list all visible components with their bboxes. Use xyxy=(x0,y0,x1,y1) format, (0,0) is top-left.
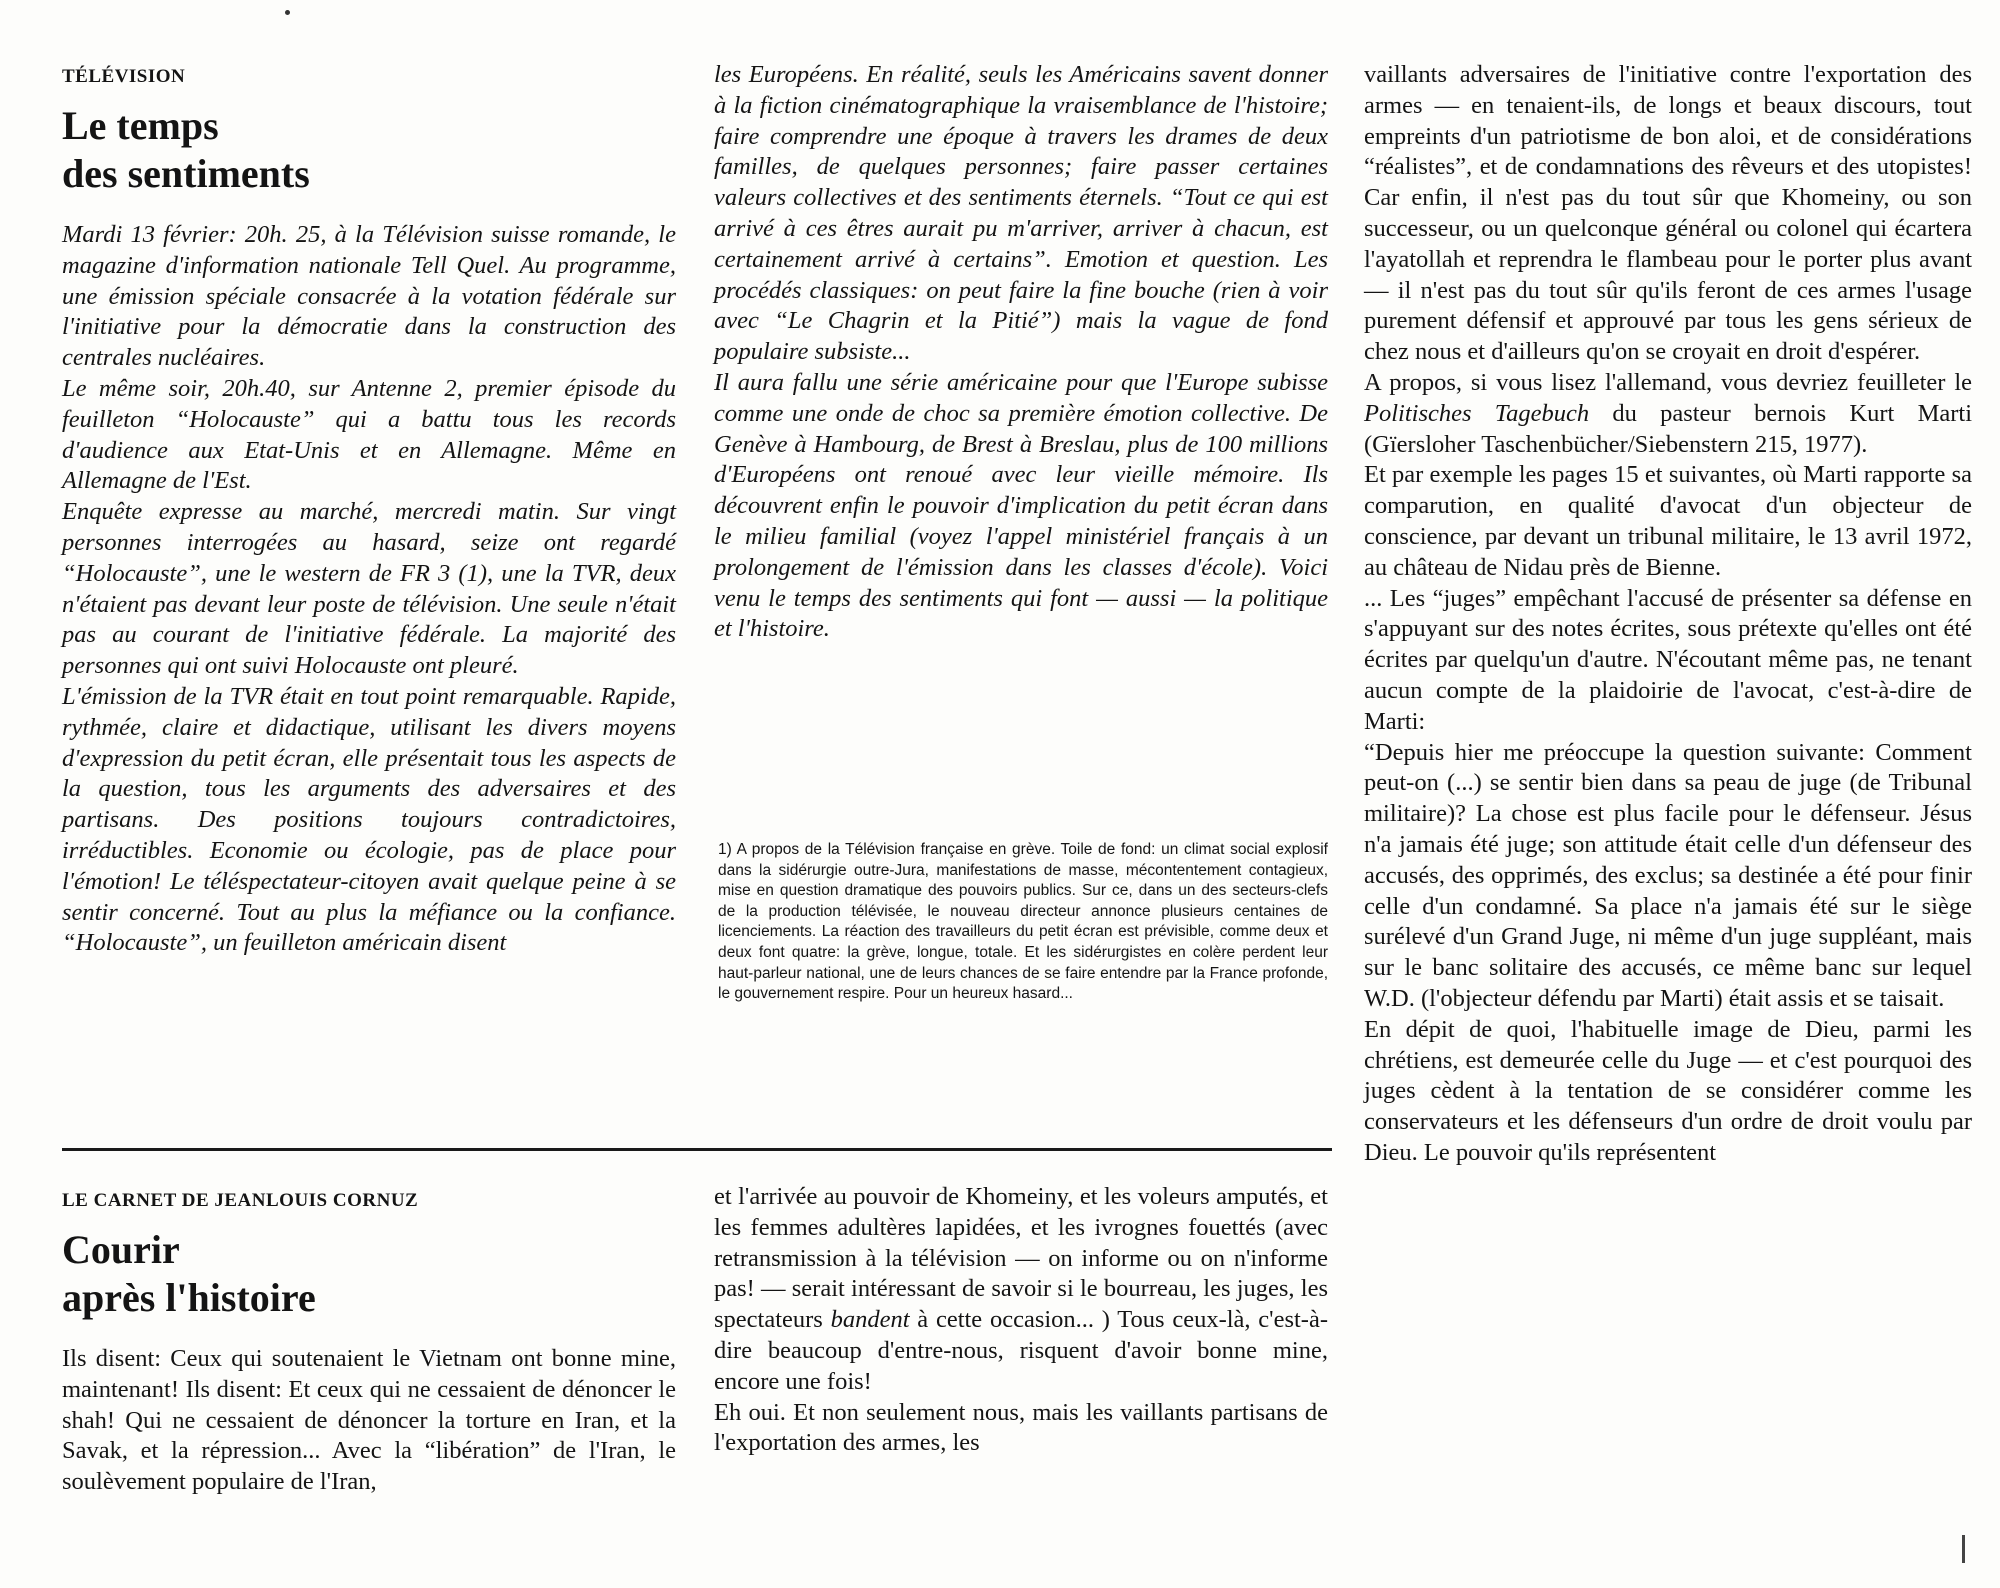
article1-kicker: TÉLÉVISION xyxy=(62,66,186,87)
article2-col3-paragraph-2 xyxy=(1364,368,1972,460)
article1-paragraph-6: Il aura fallu une série américaine pour que l'Europe subisse comme une onde de choc sa première émotion collective. De Genève à Hambourg, de Brest à Breslau, plus de 100 millions d'Européens ont renoué avec leur vieille mémoire. Ils découvrent enfin le pouvoir d'implication du petit écran dans le milieu familial (voyez l'appel ministériel français à un prolongement de l'émission dans les classes d'école). Voici venu le temps des sentiments qui font — aussi — la politique et l'histoire. xyxy=(714,368,1328,643)
article2-paragraph-3: Eh oui. Et non seulement nous, mais les vaillants partisans de l'exportation des armes, les xyxy=(714,1398,1328,1457)
article1-paragraph-2: Le même soir, 20h.40, sur Antenne 2, premier épisode du feuilleton “Holocauste” qui a battu tous les records d'audience aux Etat-Unis et en Allemagne. Même en Allemagne de l'Est. xyxy=(62,374,676,495)
article2-title-line2: après l'histoire xyxy=(62,1275,316,1320)
article2-col3-paragraph-6: En dépit de quoi, l'habituelle image de Dieu, parmi les chrétiens, est demeurée celle du Juge — et c'est pourquoi des juges cèdent à la tentation de se considérer comme les conservateurs et les défenseurs d'un ordre de droit voulu par Dieu. Le pouvoir qu'ils représentent xyxy=(1364,1015,1972,1166)
print-speck xyxy=(285,10,290,15)
article2-col3-paragraph-4: ... Les “juges” empêchant l'accusé de présenter sa défense en s'appuyant sur des notes écrites, sous prétexte qu'elles ont été écrites par quelqu'un d'autre. N'écoutant même pas, ne tenant aucun compte de la plaidoirie de l'avocat, c'est-à-dire de Marti: xyxy=(1364,584,1972,735)
footnote-text: 1) A propos de la Télévision française en grève. Toile de fond: un climat social explosif dans la sidérurgie outre-Jura, manifestations de masse, mécontentement contagieux, mise en question dramatique des pouvoirs publics. Sur ce, dans un des secteurs-clefs de la production télévisée, le nouveau directeur annonce plusieurs centaines de licenciements. La réaction des travailleurs du petit écran est prévisible, comme deux et deux font quatre: la grève, longue, totale. Et les sidérurgistes en colère perdent leur haut-parleur national, une de leurs chances de se faire entendre par la France profonde, le gouvernement respire. Pour un heureux hasard... xyxy=(718,841,1328,1003)
article1-paragraph-5: les Européens. En réalité, seuls les Américains savent donner à la fiction cinématographique la vraisemblance de l'histoire; faire comprendre une époque à travers les drames de deux familles, de quelques personnes; faire passer certaines valeurs collectives et des sentiments éternels. “Tout ce qui est arrivé à ces êtres aurait pu m'arriver, arriver à chacun, est certainement arrivé à certains”. Emotion et question. Les procédés classiques: on peut faire la fine bouche (rien à voir avec “Le Chagrin et la Pitié”) mais la vague de fond populaire subsiste... xyxy=(714,61,1328,366)
article2-col3-paragraph-1: vaillants adversaires de l'initiative contre l'exportation des armes — en tenaient-ils, de longs et beaux discours, tout empreints d'un patriotisme de bon aloi, et de considérations “réalistes”, et de condamnations des rêveurs et des utopistes! Car enfin, il n'est pas du tout sûr que Khomeiny, ou son successeur, ou un quelconque général ou colonel qui écartera l'ayatollah et reprendra le flambeau pour le porter plus avant — il n'est pas du tout sûr qu'ils feront de ces armes l'usage purement défensif et approuvé par tous les gens sérieux de chez nous et d'ailleurs qu'on se croyait en droit d'espérer. xyxy=(1364,61,1972,366)
article1-title xyxy=(62,102,676,198)
article2-paragraph-1: Ils disent: Ceux qui soutenaient le Vietnam ont bonne mine, maintenant! Ils disent: Et ceux qui ne cessaient de dénoncer le shah! Qui ne cessaient de dénoncer la torture en Iran, et la Savak, et la répression... Avec la “libération” de l'Iran, le soulèvement populaire de l'Iran, xyxy=(62,1345,676,1496)
article1-footnote xyxy=(718,840,1328,1005)
article2-title xyxy=(62,1226,676,1322)
article1-column-2 xyxy=(714,60,1328,645)
article2-paragraph-2 xyxy=(714,1182,1328,1398)
article2-col3-book-title: Politisches Tagebuch xyxy=(1364,399,1590,427)
section-divider xyxy=(62,1148,1332,1151)
article1-paragraph-1: Mardi 13 février: 20h. 25, à la Télévision suisse romande, le magazine d'information nationale Tell Quel. Au programme, une émission spéciale consacrée à la votation fédérale sur l'initiative pour la démocratie dans la construction des centrales nucléaires. xyxy=(62,221,676,372)
article2-title-line1: Courir xyxy=(62,1227,180,1272)
article1-paragraph-4: L'émission de la TVR était en tout point remarquable. Rapide, rythmée, claire et didactique, utilisant les divers moyens d'expression du petit écran, elle présentait tous les aspects de la question, tous les arguments des adversaires et des partisans. Des positions toujours contradictoires, irréductibles. Economie ou écologie, pas de place pour l'émotion! Le téléspectateur-citoyen avait quelque peine à se sentir concerné. Tout au plus la méfiance ou la confiance. “Holocauste”, un feuilleton américain disent xyxy=(62,682,676,957)
article2-column-3 xyxy=(1364,60,1972,1169)
article1-title-line2: des sentiments xyxy=(62,151,310,196)
article2-col3-paragraph-5: “Depuis hier me préoccupe la question suivante: Comment peut-on (...) se sentir bien dans sa peau de juge (de Tribunal militaire)? La chose est plus facile pour le défenseur. Jésus n'a jamais été juge; son attitude était celle d'un défenseur des accusés, des opprimés, des exclus; sa destinée a été pour finir celle d'un condamné. Sa place n'a jamais été sur le siège surélevé d'un Grand Juge, ni même d'un juge suppléant, mais sur le banc solitaire des accusés, ce même banc sur lequel W.D. (l'objecteur défendu par Marti) était assis et se taisait. xyxy=(1364,738,1972,1012)
article2-col2-text-b: à cette occasion... ) Tous ceux-là, c'est-à-dire beaucoup d'entre-nous, risquent d'avoir bonne mine, encore une fois! xyxy=(714,1306,1328,1395)
article1-title-line1: Le temps xyxy=(62,103,219,148)
margin-mark xyxy=(1962,1535,1965,1563)
article1-column-1 xyxy=(62,66,676,959)
article2-col3-text-a: A propos, si vous lisez l'allemand, vous devriez feuilleter le xyxy=(1364,368,1972,396)
article1-paragraph-3: Enquête expresse au marché, mercredi matin. Sur vingt personnes interrogées au hasard, seize ont regardé “Holocauste”, une le western de FR 3 (1), une la TVR, deux n'étaient pas devant leur poste de télévision. Une seule n'était pas au courant de l'initiative fédérale. La majorité des personnes qui ont suivi Holocauste ont pleuré. xyxy=(62,498,676,680)
article2-col2-text-a: et l'arrivée au pouvoir de Khomeiny, et les voleurs amputés, et les femmes adultères lapidées, et les ivrognes fouettés (avec retransmission à la télévision — on informe ou on n'informe pas! — serait intéressant de savoir si le bourreau, les juges, les spectateurs xyxy=(714,1183,1328,1334)
article2-column-2 xyxy=(714,1182,1328,1459)
article2-kicker: LE CARNET DE JEANLOUIS CORNUZ xyxy=(62,1190,419,1211)
article2-col3-text-b: du pasteur bernois Kurt Marti (Gïersloher Taschenbücher/Siebenstern 215, 1977). xyxy=(1364,399,1972,458)
article2-col3-paragraph-3: Et par exemple les pages 15 et suivantes, où Marti rapporte sa comparution, en qualité d'avocat d'un objecteur de conscience, par devant un tribunal militaire, le 13 avril 1972, au château de Nidau près de Bienne. xyxy=(1364,461,1972,581)
article2-column-1 xyxy=(62,1190,676,1498)
article2-col2-emphasis: bandent xyxy=(830,1306,910,1334)
